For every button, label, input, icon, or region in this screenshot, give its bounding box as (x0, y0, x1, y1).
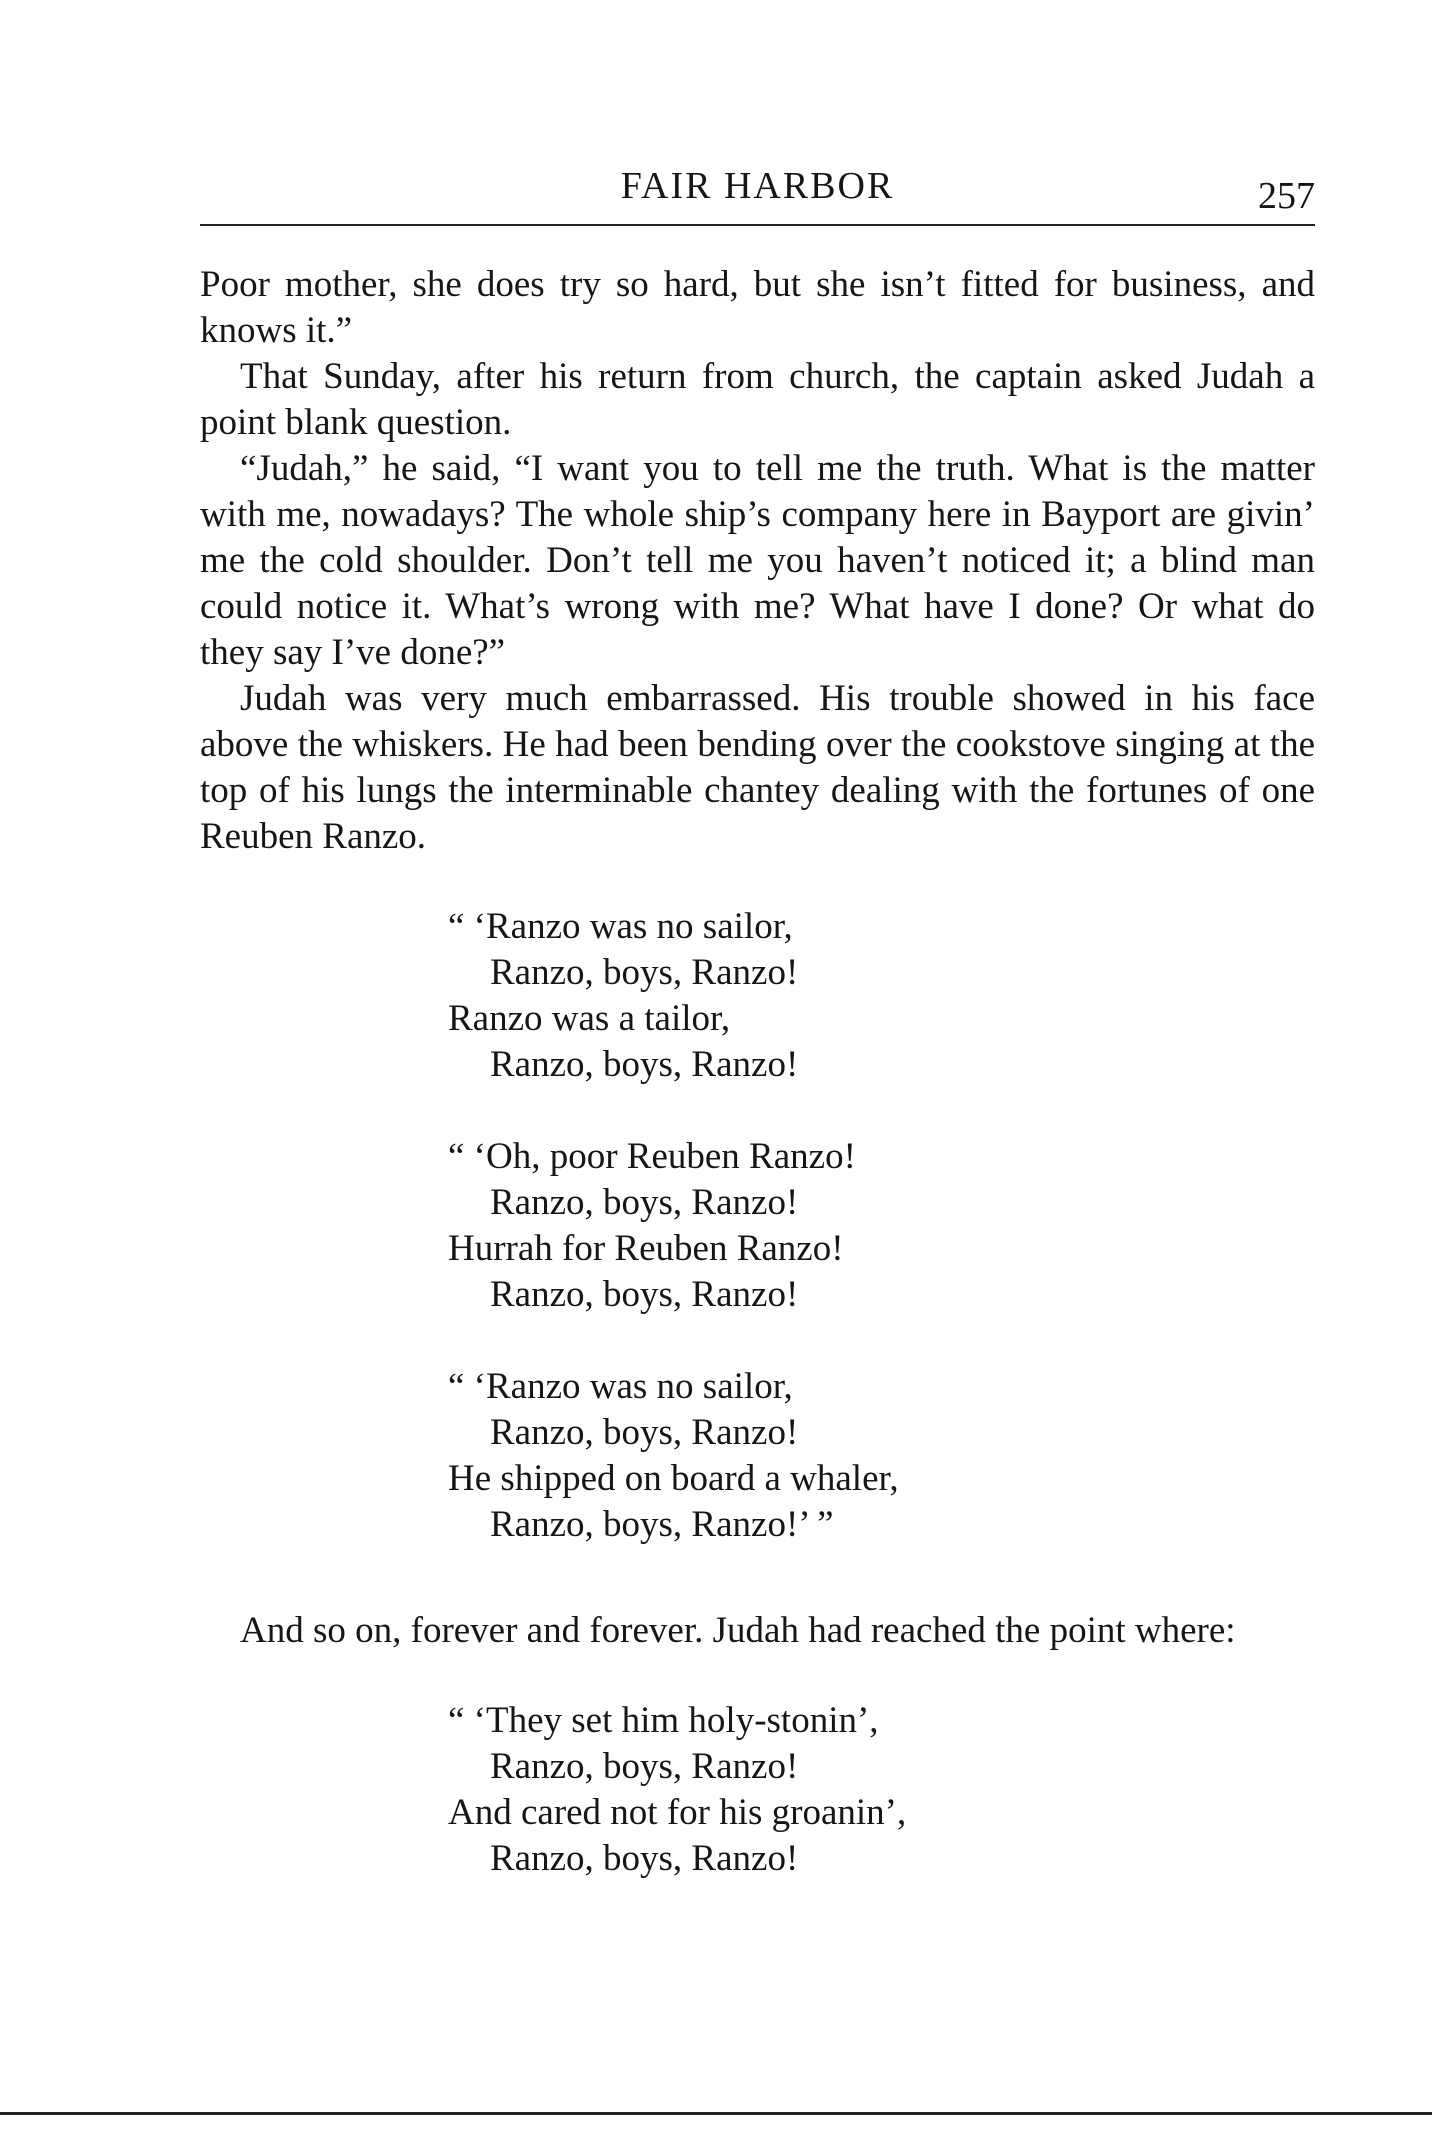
paragraph: “Judah,” he said, “I want you to tell me the truth. What is the matter with me, nowadays? The whole ship’s company here in Bayport are givin’ me the cold shoulder. Don’t tell me you haven’t noticed it; a blind man could notice it. What’s wrong with me? What have I done? Or what do they say I’ve done?” (200, 448, 1315, 673)
verse-block (448, 1698, 1315, 1882)
verse-stanza (448, 1698, 1315, 1882)
verse-line: “ ‘Oh, poor Reuben Ranzo! (448, 1136, 856, 1177)
running-title: FAIR HARBOR (620, 165, 895, 207)
verse-line: Ranzo, boys, Ranzo! (490, 1182, 799, 1223)
verse-line: Ranzo, boys, Ranzo! (490, 1044, 799, 1085)
verse-stanza (448, 904, 1315, 1088)
paragraph: Poor mother, she does try so hard, but she isn’t fitted for business, and knows it.” (200, 264, 1315, 351)
verse-line: Ranzo, boys, Ranzo! (490, 1274, 799, 1315)
paragraph: That Sunday, after his return from church, the captain asked Judah a point blank question. (200, 356, 1315, 443)
verse-line: Ranzo, boys, Ranzo! (490, 1838, 799, 1879)
body-text (200, 262, 1315, 1882)
verse-line: Ranzo, boys, Ranzo! (490, 1746, 799, 1787)
paragraph: And so on, forever and forever. Judah had reached the point where: (240, 1610, 1236, 1651)
verse-line: Ranzo, boys, Ranzo!’ ” (490, 1504, 834, 1545)
page-edge-rule (0, 2112, 1432, 2115)
verse-line: “ ‘They set him holy-stonin’, (448, 1700, 879, 1741)
verse-line: Ranzo was a tailor, (448, 998, 731, 1039)
verse-line: Ranzo, boys, Ranzo! (490, 1412, 799, 1453)
verse-line: Hurrah for Reuben Ranzo! (448, 1228, 844, 1269)
verse-stanza (448, 1364, 1315, 1548)
verse-line: And cared not for his groanin’, (448, 1792, 907, 1833)
paragraph: Judah was very much embarrassed. His trouble showed in his face above the whiskers. He had been bending over the cookstove singing at the top of his lungs the interminable chantey dealing with the fortunes of one Reuben Ranzo. (200, 678, 1315, 857)
verse-line: He shipped on board a whaler, (448, 1458, 899, 1499)
verse-line: “ ‘Ranzo was no sailor, (448, 906, 793, 947)
header-rule (200, 224, 1315, 226)
verse-line: “ ‘Ranzo was no sailor, (448, 1366, 793, 1407)
page-header (200, 162, 1315, 222)
page-number: 257 (1258, 175, 1315, 217)
verse-line: Ranzo, boys, Ranzo! (490, 952, 799, 993)
verse-stanza (448, 1134, 1315, 1318)
verse-block (448, 904, 1315, 1548)
